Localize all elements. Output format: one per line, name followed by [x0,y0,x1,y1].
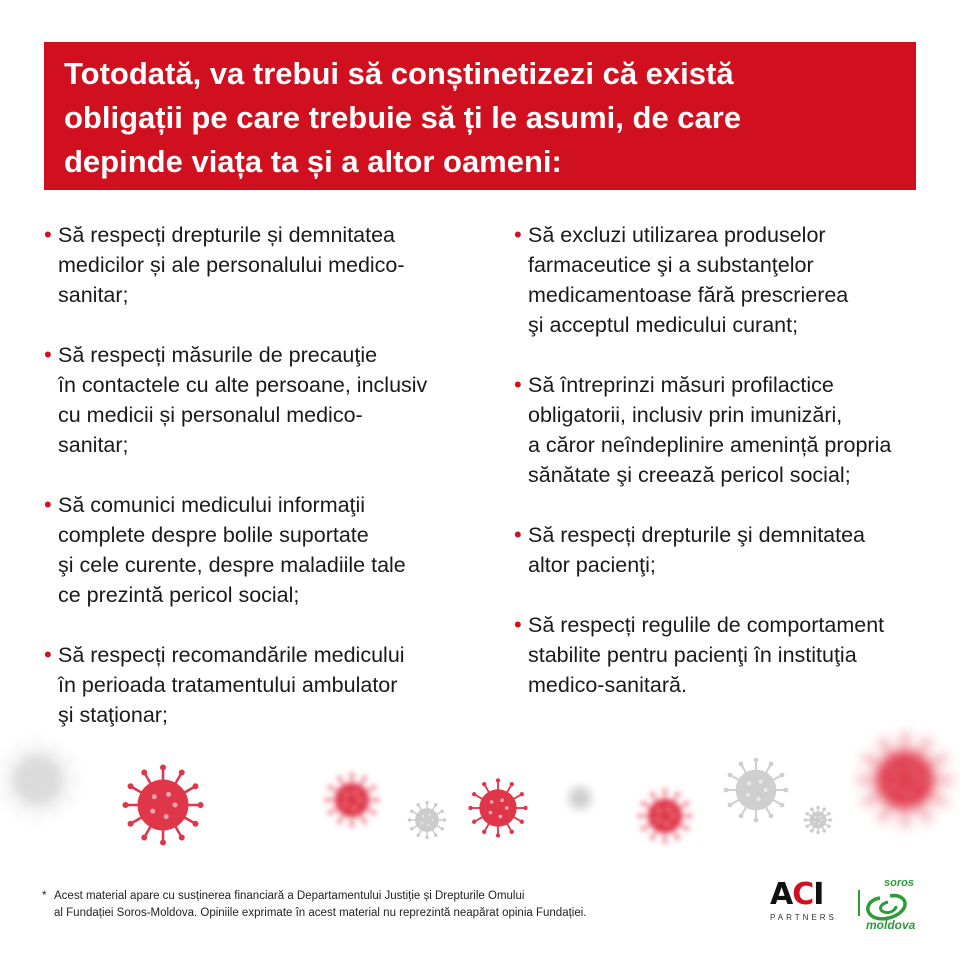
header-title-line: obligații pe care trebuie să ți le asumi, de care [64,100,742,135]
list-item [514,610,934,700]
list-item-line: farmaceutice şi a substanţelor [528,253,814,277]
list-item-line: medicilor și ale personalului medico- [58,253,405,277]
list-item-line: Să respecți regulile de comportament [528,613,885,637]
virus-decoration-band [0,720,960,870]
bullet-dot: • [44,222,52,247]
list-item-line: Să comunici medicului informaţii [58,493,366,517]
list-item-line: obligatorii, inclusiv prin imunizări, [528,403,843,427]
list-item-line: sanitar; [58,283,129,307]
list-item-line: şi staţionar; [58,703,168,727]
list-item [514,370,934,490]
list-item-line: Să respecți drepturile și demnitatea [58,223,396,247]
header-title-line: Totodată, va trebui să conștinetizezi că există [64,56,734,91]
list-item-line: Să respecți recomandările medicului [58,643,405,667]
soros-moldova-logo [858,876,922,932]
list-item-line: stabilite pentru pacienţi în instituţia [528,643,857,667]
list-item [514,520,934,580]
virus-icon [804,806,833,835]
list-item-line: ce prezintă pericol social; [58,583,300,607]
bullet-dot: • [44,642,52,667]
aci-logo-text: ACI [770,877,824,912]
left-obligations-list [44,220,474,760]
virus-icon [859,734,951,826]
list-item-line: a căror neîndeplinire amenință propria [528,433,892,457]
virus-icon [566,784,595,813]
header-banner [44,42,916,190]
list-item-line: complete despre bolile suportate [58,523,369,547]
virus-icon [468,778,527,837]
virus-icon [0,740,79,821]
list-item [44,640,474,730]
bullet-dot: • [514,372,522,397]
right-obligations-list [514,220,934,730]
virus-icon [724,758,789,823]
virus-icon [638,789,692,843]
list-item-line: sănătate şi creează pericol social; [528,463,851,487]
bullet-dot: • [514,222,522,247]
list-item-line: cu medicii și personalul medico- [58,403,363,427]
list-item-line: Să respecți drepturile şi demnitatea [528,523,866,547]
list-item-line: Să întreprinzi măsuri profilactice [528,373,834,397]
soros-logo-top-text: soros [884,877,914,889]
footnote-star: * [42,890,47,902]
list-item-line: altor pacienţi; [528,553,656,577]
virus-icon [408,801,447,840]
soros-logo-bottom-text: moldova [866,918,916,932]
list-item-line: medicamentoase fără prescrierea [528,283,849,307]
bullet-dot: • [514,522,522,547]
list-item-line: în contactele cu alte persoane, inclusiv [58,373,428,397]
bullet-dot: • [44,492,52,517]
list-item-line: Să respecți măsurile de precauţie [58,343,378,367]
list-item-line: sanitar; [58,433,129,457]
footnote-line: al Fundației Soros-Moldova. Opiniile exprimate în acest material nu reprezintă neapărat opinia Fundației. [54,907,587,919]
list-item [44,490,474,610]
virus-icon [325,773,379,827]
aci-partners-logo [770,877,840,930]
list-item [514,220,934,340]
list-item-line: şi cele curente, despre maladiile tale [58,553,406,577]
list-item-line: şi acceptul medicului curant; [528,313,799,337]
list-item-line: Să excluzi utilizarea produselor [528,223,826,247]
bullet-dot: • [44,342,52,367]
list-item [44,340,474,460]
list-item [44,220,474,310]
list-item-line: medico-sanitară. [528,673,687,697]
footnote-line: Acest material apare cu susținerea financiară a Departamentului Justiție și Drepturile Omului [54,890,525,902]
header-title-line: depinde viața ta și a altor oameni: [64,144,562,179]
aci-logo-subtitle: PARTNERS [770,913,837,922]
virus-icon [123,765,204,846]
footnote [42,888,586,922]
list-item-line: în perioada tratamentului ambulator [58,673,398,697]
bullet-dot: • [514,612,522,637]
